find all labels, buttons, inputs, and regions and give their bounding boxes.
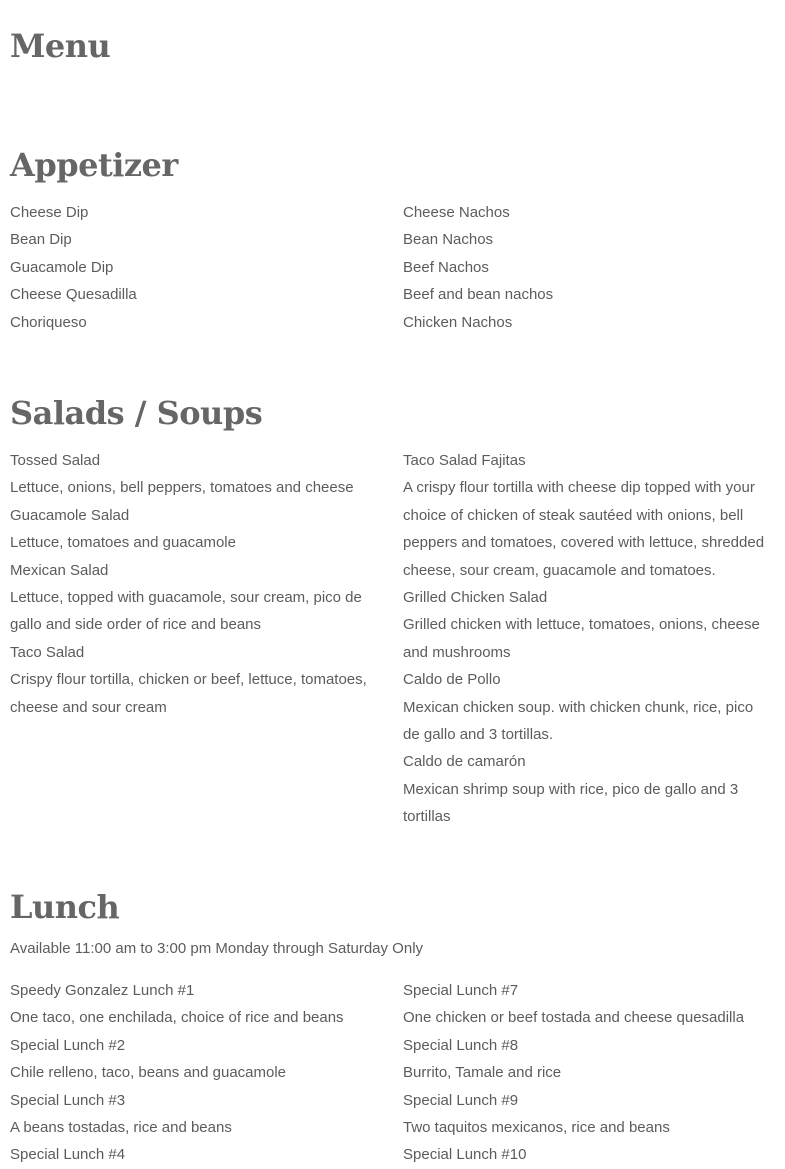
- list-item-name: Special Lunch #2: [10, 1036, 126, 1054]
- section-title-salads-soups: Salads / Soups: [10, 394, 263, 432]
- list-item-description: A beans tostadas, rice and beans: [10, 1119, 232, 1137]
- page-title: Menu: [10, 27, 111, 65]
- list-item-description: One taco, one enchilada, choice of rice and beans: [10, 1009, 344, 1027]
- lunch-right-list: [403, 977, 768, 1169]
- list-item-name: Special Lunch #10: [403, 1146, 527, 1164]
- list-item-description: Chile relleno, taco, beans and guacamole: [10, 1064, 287, 1082]
- list-item-description: Lettuce, topped with guacamole, sour cream, pico de gallo and side order of rice and beans: [10, 589, 362, 634]
- list-item-description: Burrito, Tamale and rice: [403, 1064, 562, 1082]
- section-title-lunch: Lunch: [10, 888, 120, 926]
- list-item: Beef Nachos: [403, 258, 489, 276]
- list-item-name: Guacamole Salad: [10, 506, 130, 524]
- list-item-description: Mexican shrimp soup with rice, pico de gallo and 3 tortillas: [403, 780, 739, 826]
- salads-left-list: [10, 447, 375, 721]
- list-item: Cheese Dip: [10, 204, 89, 221]
- list-item-description: Lettuce, tomatoes and guacamole: [10, 534, 236, 552]
- list-item: Choriqueso: [10, 313, 87, 331]
- list-item-name: Caldo de Pollo: [403, 671, 501, 689]
- list-item-name: Mexican Salad: [10, 561, 109, 579]
- list-item-name: Taco Salad: [10, 643, 85, 661]
- list-item-name: Speedy Gonzalez Lunch #1: [10, 982, 195, 999]
- list-item-name: Grilled Chicken Salad: [403, 589, 548, 607]
- list-item-description: Grilled chicken with lettuce, tomatoes, onions, cheese and mushrooms: [403, 616, 760, 661]
- list-item: Cheese Nachos: [403, 204, 510, 221]
- list-item-name: Taco Salad Fajitas: [403, 452, 526, 469]
- list-item-name: Caldo de camarón: [403, 753, 526, 771]
- list-item-description: Two taquitos mexicanos, rice and beans: [403, 1119, 670, 1137]
- list-item: Guacamole Dip: [10, 258, 114, 276]
- list-item-name: Special Lunch #7: [403, 982, 519, 999]
- list-item: Bean Nachos: [403, 231, 494, 249]
- list-item: Chicken Nachos: [403, 313, 513, 331]
- lunch-left-list: [10, 977, 375, 1169]
- list-item-description: Lettuce, onions, bell peppers, tomatoes and cheese: [10, 479, 354, 497]
- list-item-description: Crispy flour tortilla, chicken or beef, lettuce, tomatoes, cheese and sour cream: [10, 671, 367, 716]
- list-item-name: Special Lunch #3: [10, 1091, 126, 1109]
- list-item-name: Special Lunch #8: [403, 1036, 519, 1054]
- list-item-name: Special Lunch #9: [403, 1091, 519, 1109]
- appetizer-left-list: [10, 199, 375, 336]
- list-item: Beef and bean nachos: [403, 286, 554, 304]
- list-item-description: Mexican chicken soup. with chicken chunk, rice, pico de gallo and 3 tortillas.: [403, 698, 754, 744]
- list-item-name: Tossed Salad: [10, 452, 101, 469]
- salads-right-list: [403, 447, 768, 831]
- appetizer-right-list: [403, 199, 768, 336]
- list-item-description: A crispy flour tortilla with cheese dip topped with your choice of chicken of steak sautéed with onions, bell peppers and tomatoes, covered with lettuce, shredded cheese, sour cream, guacamole and tomatoes.: [403, 479, 765, 579]
- list-item: Cheese Quesadilla: [10, 286, 137, 304]
- section-title-appetizer: Appetizer: [10, 146, 178, 184]
- list-item-name: Special Lunch #4: [10, 1146, 126, 1164]
- lunch-availability-note: Available 11:00 am to 3:00 pm Monday through Saturday Only: [10, 940, 424, 957]
- list-item-description: One chicken or beef tostada and cheese quesadilla: [403, 1009, 745, 1027]
- list-item: Bean Dip: [10, 231, 72, 249]
